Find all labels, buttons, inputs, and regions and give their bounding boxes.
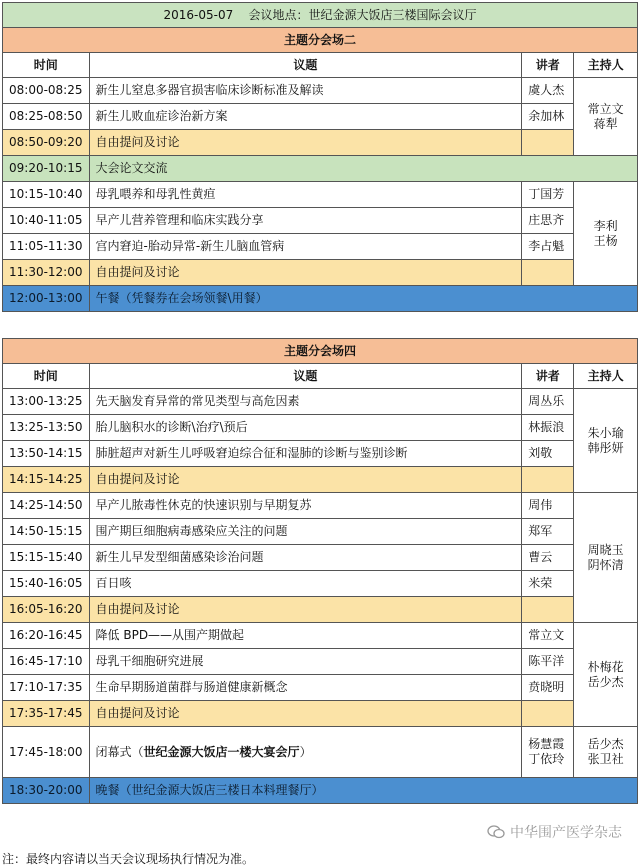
- col-host: 主持人: [574, 364, 638, 389]
- time-cell: 13:00-13:25: [3, 389, 90, 415]
- table-row: [3, 130, 638, 156]
- host-name: 李利: [593, 218, 618, 233]
- time-cell: 08:00-08:25: [3, 78, 90, 104]
- table-row: [3, 493, 638, 519]
- speaker-cell: [522, 727, 574, 778]
- speaker-cell: 刘敬: [522, 441, 574, 467]
- time-cell: 16:20-16:45: [3, 623, 90, 649]
- time-cell: 12:00-13:00: [3, 286, 90, 312]
- host-cell: [574, 78, 638, 156]
- speaker-cell: 丁国芳: [522, 182, 574, 208]
- footnote: 注：最终内容请以当天会议现场执行情况为准。: [2, 852, 255, 866]
- time-cell: 14:50-15:15: [3, 519, 90, 545]
- table-row: [3, 467, 638, 493]
- speaker-cell: 米荣: [522, 571, 574, 597]
- host-cell: [574, 727, 638, 778]
- time-cell: 15:15-15:40: [3, 545, 90, 571]
- time-cell: 10:15-10:40: [3, 182, 90, 208]
- host-name: 王杨: [593, 233, 618, 248]
- topic-cell: 早产儿脓毒性休克的快速识别与早期复苏: [89, 493, 522, 519]
- table-row: [3, 415, 638, 441]
- topic-cell: 生命早期肠道菌群与肠道健康新概念: [89, 675, 522, 701]
- time-cell: 11:05-11:30: [3, 234, 90, 260]
- time-cell: 15:40-16:05: [3, 571, 90, 597]
- table-row: [3, 389, 638, 415]
- col-speaker: 讲者: [522, 364, 574, 389]
- topic-cell: 午餐（凭餐券在会场领餐\用餐）: [89, 286, 637, 312]
- topic-cell: 百日咳: [89, 571, 522, 597]
- host-name: 岳少杰: [587, 674, 624, 689]
- table-row: [3, 104, 638, 130]
- topic-cell: 自由提问及讨论: [89, 260, 522, 286]
- speaker-cell: 庄思齐: [522, 208, 574, 234]
- column-header-row: [3, 53, 638, 78]
- topic-cell: 自由提问及讨论: [89, 130, 522, 156]
- table-row: [3, 545, 638, 571]
- header-row: [3, 3, 638, 28]
- host-name: 岳少杰: [587, 737, 624, 751]
- host-name: 蒋犁: [593, 116, 618, 131]
- speaker-cell: [522, 701, 574, 727]
- session-title: 主题分会场二: [3, 28, 638, 53]
- speaker-cell: [522, 467, 574, 493]
- watermark-text: 中华围产医学杂志: [510, 825, 622, 841]
- speaker-cell: 李占魁: [522, 234, 574, 260]
- date-venue: 2016-05-07 会议地点：世纪金源大饭店三楼国际会议厅: [3, 3, 638, 28]
- host-cell: [574, 182, 638, 286]
- table-row: [3, 260, 638, 286]
- time-cell: 17:45-18:00: [3, 727, 90, 778]
- topic-cell: 晚餐（世纪金源大饭店三楼日本料理餐厅）: [89, 778, 637, 804]
- topic-cell: 宫内窘迫-胎动异常-新生儿脑血管病: [89, 234, 522, 260]
- host-name: 常立文: [587, 101, 624, 116]
- topic-suffix: ）: [299, 744, 312, 759]
- topic-cell: 大会论文交流: [89, 156, 637, 182]
- col-host: 主持人: [574, 53, 638, 78]
- host-name: 韩彤妍: [587, 440, 624, 455]
- host-cell: [574, 623, 638, 727]
- host-name: 朱小瑜: [587, 425, 624, 440]
- topic-cell: 母乳干细胞研究进展: [89, 649, 522, 675]
- time-cell: 13:25-13:50: [3, 415, 90, 441]
- table-row: [3, 156, 638, 182]
- session-title-row: [3, 339, 638, 364]
- time-cell: 08:25-08:50: [3, 104, 90, 130]
- host-name: 张卫社: [587, 752, 624, 766]
- topic-cell: 胎儿脑积水的诊断\治疗\预后: [89, 415, 522, 441]
- time-cell: 16:45-17:10: [3, 649, 90, 675]
- topic-cell: 先天脑发育异常的常见类型与高危因素: [89, 389, 522, 415]
- table-row: [3, 649, 638, 675]
- col-time: 时间: [3, 364, 90, 389]
- speaker-cell: 曹云: [522, 545, 574, 571]
- table-row: [3, 234, 638, 260]
- speaker-cell: 周伟: [522, 493, 574, 519]
- topic-cell: 新生儿窒息多器官损害临床诊断标准及解读: [89, 78, 522, 104]
- wechat-icon: [487, 825, 505, 839]
- speaker-cell: 贲晓明: [522, 675, 574, 701]
- topic-cell: 新生儿败血症诊治新方案: [89, 104, 522, 130]
- schedule-table: [2, 2, 638, 804]
- col-speaker: 讲者: [522, 53, 574, 78]
- time-cell: 11:30-12:00: [3, 260, 90, 286]
- col-topic: 议题: [89, 364, 522, 389]
- table-row: [3, 286, 638, 312]
- speaker-cell: 林振浪: [522, 415, 574, 441]
- speaker-cell: [522, 597, 574, 623]
- speaker-cell: 虞人杰: [522, 78, 574, 104]
- topic-cell: 新生儿早发型细菌感染诊治问题: [89, 545, 522, 571]
- speaker-cell: 周丛乐: [522, 389, 574, 415]
- session-title-row: [3, 28, 638, 53]
- time-cell: 10:40-11:05: [3, 208, 90, 234]
- col-time: 时间: [3, 53, 90, 78]
- topic-prefix: 闭幕式（: [95, 744, 144, 759]
- topic-cell: 自由提问及讨论: [89, 701, 522, 727]
- speaker-cell: [522, 130, 574, 156]
- host-name: 周晓玉: [587, 542, 624, 557]
- host-name: 朴梅花: [587, 659, 624, 674]
- column-header-row: [3, 364, 638, 389]
- time-cell: 16:05-16:20: [3, 597, 90, 623]
- topic-cell: 自由提问及讨论: [89, 597, 522, 623]
- table-row: [3, 208, 638, 234]
- spacer-row: [3, 312, 638, 339]
- topic-venue: 世纪金源大饭店一楼大宴会厅: [143, 744, 300, 759]
- table-row: [3, 727, 638, 778]
- speaker-name: 丁依玲: [528, 752, 565, 766]
- time-cell: 17:10-17:35: [3, 675, 90, 701]
- time-cell: 14:15-14:25: [3, 467, 90, 493]
- speaker-cell: 陈平洋: [522, 649, 574, 675]
- time-cell: 17:35-17:45: [3, 701, 90, 727]
- col-topic: 议题: [89, 53, 522, 78]
- spacer: [3, 312, 638, 339]
- topic-cell: 降低 BPD——从围产期做起: [89, 623, 522, 649]
- time-cell: 09:20-10:15: [3, 156, 90, 182]
- topic-cell: 母乳喂养和母乳性黄疸: [89, 182, 522, 208]
- table-row: [3, 597, 638, 623]
- topic-cell: 肺脏超声对新生儿呼吸窘迫综合征和湿肺的诊断与鉴别诊断: [89, 441, 522, 467]
- table-row: [3, 701, 638, 727]
- table-row: [3, 778, 638, 804]
- host-cell: [574, 389, 638, 493]
- table-row: [3, 78, 638, 104]
- time-cell: 14:25-14:50: [3, 493, 90, 519]
- time-cell: 08:50-09:20: [3, 130, 90, 156]
- topic-cell: 围产期巨细胞病毒感染应关注的问题: [89, 519, 522, 545]
- watermark: [487, 822, 622, 842]
- time-cell: 13:50-14:15: [3, 441, 90, 467]
- table-row: [3, 441, 638, 467]
- time-cell: 18:30-20:00: [3, 778, 90, 804]
- table-row: [3, 571, 638, 597]
- table-row: [3, 519, 638, 545]
- session-title: 主题分会场四: [3, 339, 638, 364]
- speaker-name: 杨慧霞: [528, 737, 565, 751]
- topic-cell: [89, 727, 522, 778]
- topic-cell: 自由提问及讨论: [89, 467, 522, 493]
- topic-cell: 早产儿营养管理和临床实践分享: [89, 208, 522, 234]
- speaker-cell: [522, 260, 574, 286]
- host-cell: [574, 493, 638, 623]
- table-row: [3, 675, 638, 701]
- speaker-cell: 郑军: [522, 519, 574, 545]
- speaker-cell: 余加林: [522, 104, 574, 130]
- table-row: [3, 623, 638, 649]
- host-name: 阴怀清: [587, 557, 624, 572]
- speaker-cell: 常立文: [522, 623, 574, 649]
- table-row: [3, 182, 638, 208]
